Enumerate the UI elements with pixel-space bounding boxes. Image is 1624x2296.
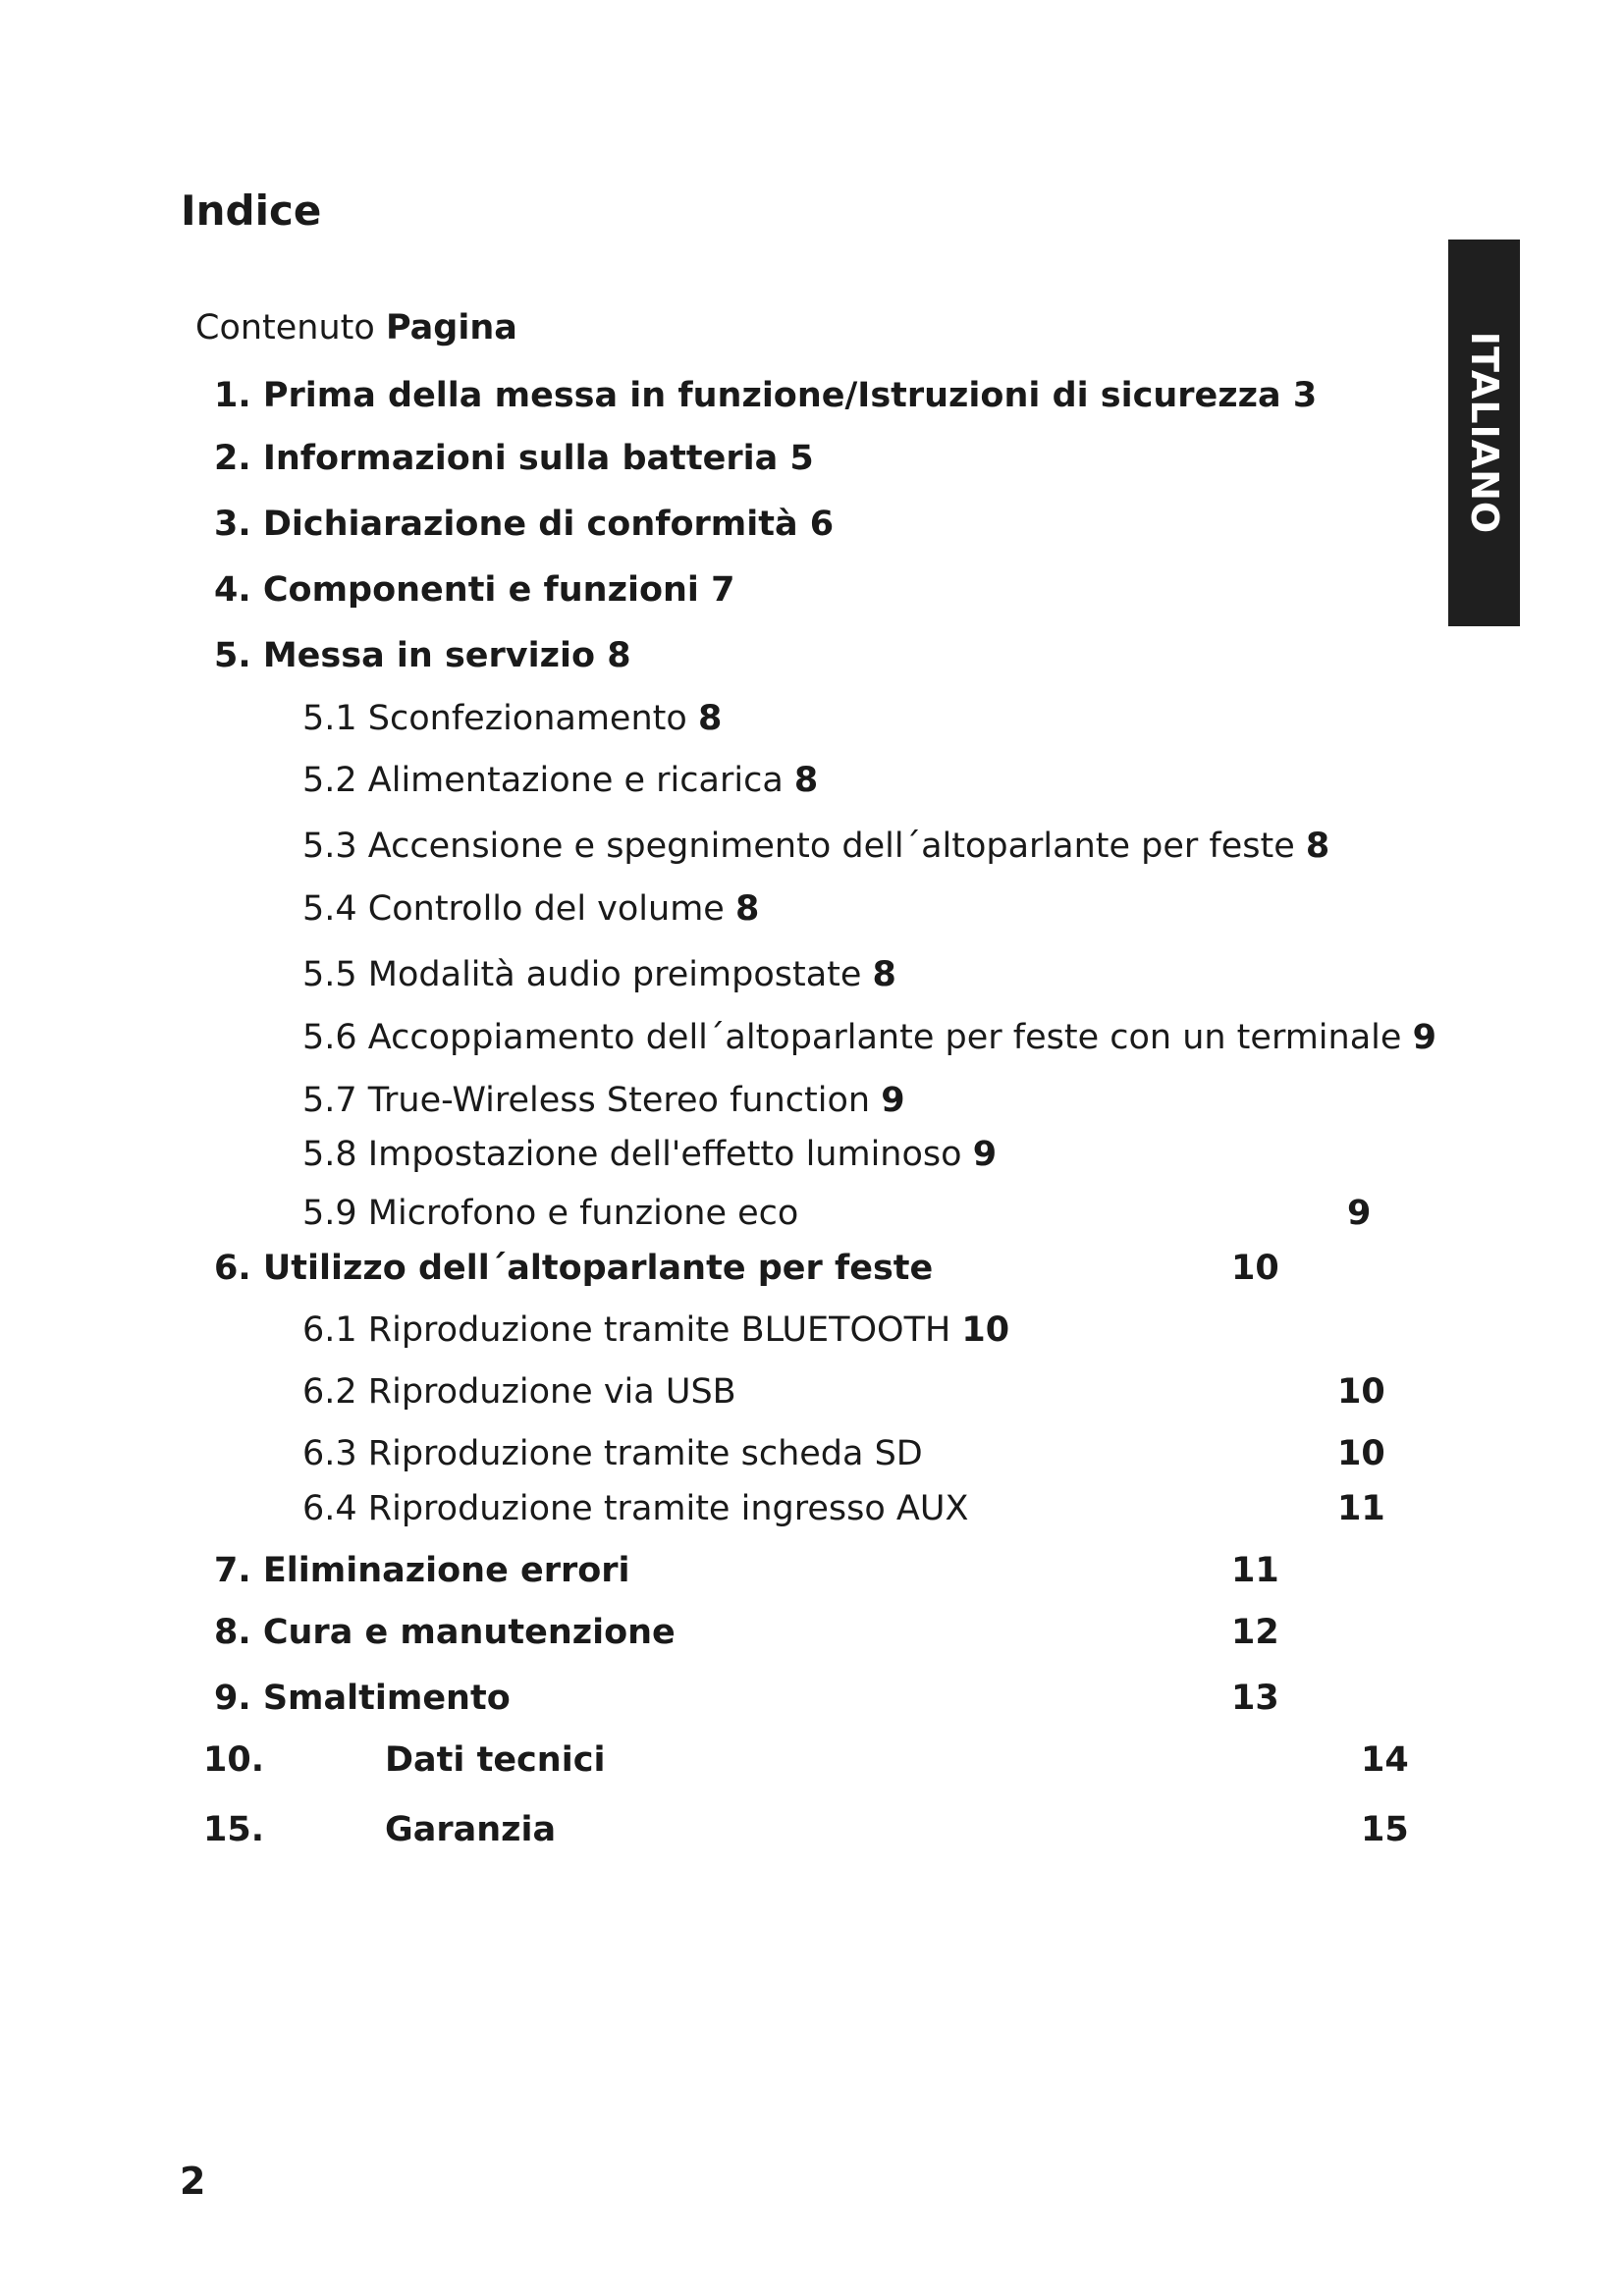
toc-entry-label: 8. Cura e manutenzione	[214, 1613, 676, 1652]
toc-entry-page: 8	[734, 889, 760, 929]
toc-entry-page: 9	[972, 1135, 998, 1174]
toc-entry-10-label: Dati tecnici	[385, 1740, 606, 1780]
toc-entry-label: 5. Messa in servizio	[214, 636, 596, 675]
toc-entry-4	[214, 570, 734, 610]
toc-entry-page: 8	[697, 699, 723, 738]
toc-entry-label: 5.2 Alimentazione e ricarica	[302, 761, 784, 800]
toc-entry-5-6	[302, 1018, 1436, 1057]
toc-entry-page: 6	[809, 505, 835, 544]
toc-entry-page: 3	[1292, 376, 1318, 415]
toc-entry-page: 5	[789, 439, 814, 478]
toc-entry-5-9	[302, 1194, 798, 1233]
toc-entry-label: 3. Dichiarazione di conformità	[214, 505, 798, 544]
toc-entry-6-2-page: 10	[1337, 1372, 1385, 1412]
toc-entry-9	[214, 1679, 511, 1718]
toc-entry-6-1	[302, 1310, 1009, 1350]
toc-entry-label: 5.7 True-Wireless Stereo function	[302, 1081, 871, 1120]
toc-entry-label: 4. Componenti e funzioni	[214, 570, 699, 610]
toc-entry-page: 9	[1412, 1018, 1436, 1057]
toc-entry-6-3	[302, 1434, 923, 1473]
toc-entry-page: 10	[961, 1310, 1010, 1350]
toc-entry-7-page: 11	[1231, 1551, 1279, 1590]
toc-header	[195, 308, 517, 347]
toc-entry-label: 6.1 Riproduzione tramite BLUETOOTH	[302, 1310, 951, 1350]
toc-entry-label: 6. Utilizzo dell´altoparlante per feste	[214, 1249, 934, 1288]
toc-entry-page: 8	[872, 955, 896, 994]
toc-entry-5-9-page: 9	[1347, 1194, 1372, 1233]
toc-entry-label: 5.4 Controllo del volume	[302, 889, 725, 929]
toc-entry-5-2	[302, 761, 818, 800]
toc-entry-6	[214, 1249, 933, 1288]
toc-entry-2	[214, 439, 814, 478]
toc-entry-6-2	[302, 1372, 736, 1412]
page-number: 2	[180, 2160, 206, 2203]
content-label: Contenuto	[195, 308, 375, 347]
toc-entry-10-page: 14	[1361, 1740, 1409, 1780]
page-title: Indice	[181, 187, 322, 235]
toc-entry-15-label: Garanzia	[385, 1810, 557, 1849]
toc-entry-page: 7	[711, 570, 735, 610]
toc-entry-label: 6.3 Riproduzione tramite scheda SD	[302, 1434, 923, 1473]
toc-entry-page: 9	[881, 1081, 905, 1120]
toc-entry-10-number: 10.	[203, 1740, 265, 1780]
toc-entry-page: 8	[793, 761, 819, 800]
toc-entry-label: 5.1 Sconfezionamento	[302, 699, 687, 738]
toc-entry-label: 5.9 Microfono e funzione eco	[302, 1194, 799, 1233]
language-tab-label: ITALIANO	[1462, 331, 1506, 535]
toc-entry-8	[214, 1613, 676, 1652]
toc-entry-page: 8	[1305, 827, 1330, 866]
toc-entry-8-page: 12	[1231, 1613, 1279, 1652]
toc-entry-page: 8	[607, 636, 631, 675]
language-tab	[1448, 240, 1520, 626]
toc-entry-5	[214, 636, 631, 675]
toc-entry-6-3-page: 10	[1337, 1434, 1385, 1473]
toc-entry-label: 6.4 Riproduzione tramite ingresso AUX	[302, 1489, 969, 1528]
toc-entry-5-3	[302, 827, 1329, 866]
toc-entry-label: 5.8 Impostazione dell'effetto luminoso	[302, 1135, 962, 1174]
toc-entry-6-4	[302, 1489, 968, 1528]
toc-entry-label: 5.6 Accoppiamento dell´altoparlante per feste con un terminale	[302, 1018, 1402, 1057]
toc-entry-6-page: 10	[1231, 1249, 1279, 1288]
toc-entry-5-4	[302, 889, 759, 929]
page-label: Pagina	[385, 308, 517, 347]
toc-entry-15-number: 15.	[203, 1810, 265, 1849]
toc-entry-1	[214, 376, 1317, 415]
toc-entry-5-8	[302, 1135, 997, 1174]
toc-entry-5-7	[302, 1081, 905, 1120]
toc-entry-label: 1. Prima della messa in funzione/Istruzioni di sicurezza	[214, 376, 1281, 415]
toc-entry-15-page: 15	[1361, 1810, 1409, 1849]
toc-entry-5-1	[302, 699, 722, 738]
toc-entry-6-4-page: 11	[1337, 1489, 1385, 1528]
toc-entry-label: 5.5 Modalità audio preimpostate	[302, 955, 862, 994]
toc-entry-5-5	[302, 955, 896, 994]
toc-entry-9-page: 13	[1231, 1679, 1279, 1718]
toc-entry-3	[214, 505, 834, 544]
toc-entry-label: 9. Smaltimento	[214, 1679, 511, 1718]
toc-entry-7	[214, 1551, 630, 1590]
toc-entry-label: 6.2 Riproduzione via USB	[302, 1372, 736, 1412]
toc-entry-label: 2. Informazioni sulla batteria	[214, 439, 779, 478]
toc-entry-label: 7. Eliminazione errori	[214, 1551, 630, 1590]
toc-entry-label: 5.3 Accensione e spegnimento dell´altoparlante per feste	[302, 827, 1295, 866]
